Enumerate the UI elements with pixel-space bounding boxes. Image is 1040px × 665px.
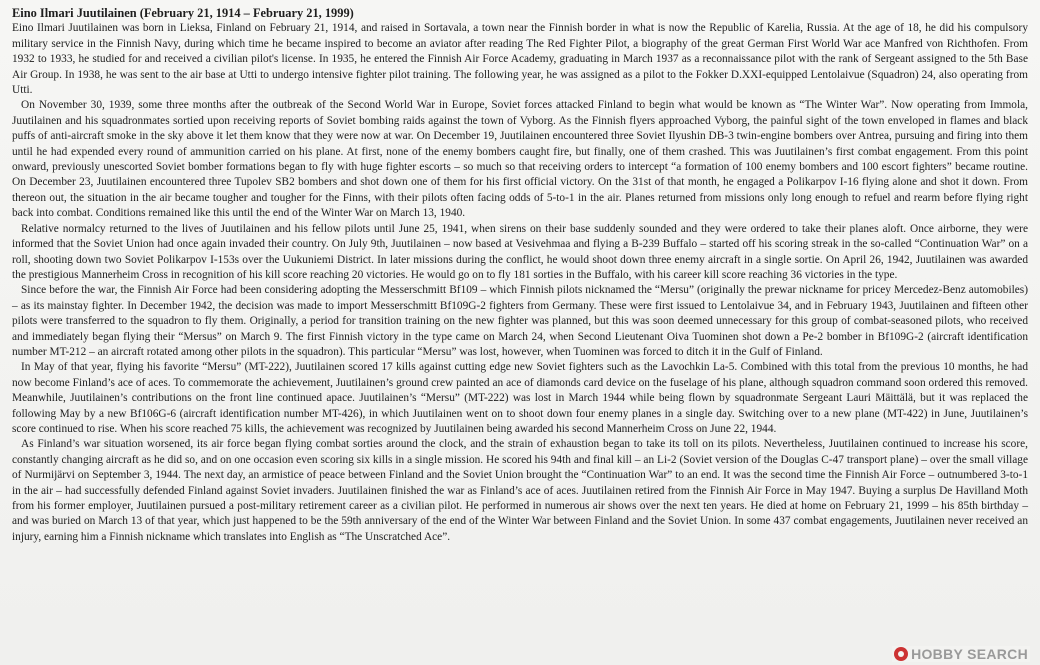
document-body: [12, 6, 1028, 545]
watermark-text: HOBBY SEARCH: [911, 646, 1028, 662]
paragraph-winter-war: On November 30, 1939, some three months after the outbreak of the Second World War in Europe, Soviet forces attacked Finland to begin what would be known as “The Winter War”. Now operating from Immola, Juutilainen and his squadronmates sortied upon receiving reports of Soviet bombing raids against the town of Vyborg. As the Finnish flyers approached Vyborg, the painful sight of the town enveloped in flames and black puffs of anti-aircraft smoke in the sky above it let them know that they were now at war. On December 19, Juutilainen encountered three Soviet Ilyushin DB-3 twin-engine bombers over Antrea, pursuing and firing into them until he had expended every round of ammunition carried on his plane. At first, none of the enemy bombers caught fire, but finally, one of them crashed. This was Juutilainen’s first combat engagement. From this point onward, previously unescorted Soviet bomber formations began to fly with huge fighter escorts – so much so that receiving orders to intercept “a formation of 100 enemy bombers and 100 escort fighters” became routine. On December 23, Juutilainen encountered three Tupolev SB2 bombers and shot down one of them for his first official victory. On the 31st of that month, he engaged a Polikarpov I-16 flying alone and shot it down. From thereon out, the situation in the air became tougher and tougher for the Finns, with their pilots often facing odds of 5-to-1 in the air. Planes returned from missions only long enough to refuel and rearm before flying right back into combat. Conditions remained like this until the end of the Winter War on March 13, 1940.: [12, 99, 1028, 220]
paragraph-ace-of-aces: In May of that year, flying his favorite “Mersu” (MT-222), Juutilainen scored 17 kills against cutting edge new Soviet fighters such as the Lavochkin La-5. Combined with this total from the previous 10 months, he had now become Finland’s ace of aces. To commemorate the achievement, Juutilainen’s ground crew painted an ace of diamonds card device on the fuselage of his plane, although squadron command soon ordered this removed. Meanwhile, Juutilainen’s contributions on the front line continued apace. Juutilainen’s “Mersu” (MT-222) was lost in March 1944 while being flown by squadronmate Sergeant Lauri Mäittälä, but it was replaced the following May by a new Bf106G-6 (aircraft identification number MT-426), in which Juutilainen went on to shoot down four enemy planes in a single day. Switching over to a new plane (MT-422) in June, Juutilainen’s score continued to rise. When his score reached 75 kills, the achievement was recognized by Juutilainen being awarded his second Mannerheim Cross on June 22, 1944.: [12, 361, 1028, 435]
paragraph-end-of-war: As Finland’s war situation worsened, its air force began flying combat sorties around the clock, and the strain of exhaustion began to take its toll on its pilots. Nevertheless, Juutilainen continued to increase his score, constantly changing aircraft as he did so, and on one occasion even scoring six kills in a single mission. He scored his 94th and final kill – an Li-2 (Soviet version of the Douglas C-47 transport plane) – over the small village of Nurmijärvi on September 3, 1944. The next day, an armistice of peace between Finland and the Soviet Union brought the “Continuation War” to an end. It was the second time the Finnish Air Force – outnumbered 3-to-1 in the air – had successfully defended Finland against Soviet invaders. Juutilainen finished the war as Finland’s ace of aces. Juutilainen retired from the Finnish Air Force in May 1947. Buying a surplus De Havilland Moth from his former employer, Juutilainen pursued a post-military retirement career as a civilian pilot. He performed in numerous air shows over the next ten years. He died at home on February 21, 1999 – his 85th birthday – and was buried on March 13 of that year, which just happened to be the 59th anniversary of the end of the Winter War between Finland and the Soviet Union. In some 437 combat engagements, Juutilainen never received an injury, earning him a Finnish nickname which translates into English as “The Unscratched Ace”.: [12, 438, 1028, 543]
document-title: Eino Ilmari Juutilainen (February 21, 1914 – February 21, 1999): [12, 6, 354, 20]
paragraph-continuation-war: Relative normalcy returned to the lives of Juutilainen and his fellow pilots until June 25, 1941, when sirens on their base suddenly sounded and they were ordered to take their planes aloft. Once airborne, they were informed that the Soviet Union had once again invaded their country. On July 9th, Juutilainen – now based at Vesivehmaa and flying a B-239 Buffalo – started off his scoring streak in the so-called “Continuation War” on a roll, shooting down two Soviet Polikarpov I-153s over the Uukuniemi District. In later missions during the conflict, he would shoot down three enemy aircraft in a single sortie. On April 26, 1942, Juutilainen was awarded the prestigious Mannerheim Cross in recognition of his kill score reaching 20 victories. He would go on to fly 181 sorties in the Buffalo, with his career kill score reaching 36 victories in the type.: [12, 222, 1028, 281]
paragraph-messerschmitt: Since before the war, the Finnish Air Force had been considering adopting the Messerschmitt Bf109 – which Finnish pilots nicknamed the “Mersu” (originally the prewar nickname for pricey Mercedez-Benz automobiles) – as its mainstay fighter. In December 1942, the decision was made to import Messerschmitt Bf109G-2 fighters from Germany. These were first issued to Lentolaivue 34, and in February 1943, Juutilainen and fifteen other pilots were transferred to the squadron to fly them. Originally, a period for transition training on the new fighter was planned, but this was soon deemed unnecessary for this group of combat-seasoned pilots, who received and immediately began flying their “Mersus” on March 9. The first Finnish victory in the type came on March 24, when Second Lieutenant Oiva Tuominen shot down a Pe-2 bomber in Bf109G-2 (aircraft identification number MT-212 – an aircraft rotated among other pilots in the squadron). This particular “Mersu” was lost, however, when Tuominen was forced to ditch it in the Gulf of Finland.: [12, 284, 1028, 358]
hobby-search-logo-icon: [894, 647, 908, 661]
hobby-search-watermark: [892, 646, 1030, 662]
paragraph-early-life: Eino Ilmari Juutilainen was born in Lieksa, Finland on February 21, 1914, and raised in Sortavala, a town near the Finnish border in what is now the Republic of Karelia, Russia. At the age of 18, he did his compulsory military service in the Finnish Navy, during which time he became inspired to become an aviator after reading The Red Fighter Pilot, a biography of the great German First World War ace Manfred von Richthofen. From 1932 to 1933, he studied for and received a civilian pilot's license. In 1935, he entered the Finnish Air Force Academy, graduating in March 1937 as a reconnaissance pilot with the rank of Sergeant assigned to the 5th Base Air Group. In 1938, he was sent to the air base at Utti to undergo intensive fighter pilot training. The following year, he was assigned as a pilot to the Fokker D.XXI-equipped Lentolaivue (Squadron) 24, also operating from Utti.: [12, 22, 1028, 97]
